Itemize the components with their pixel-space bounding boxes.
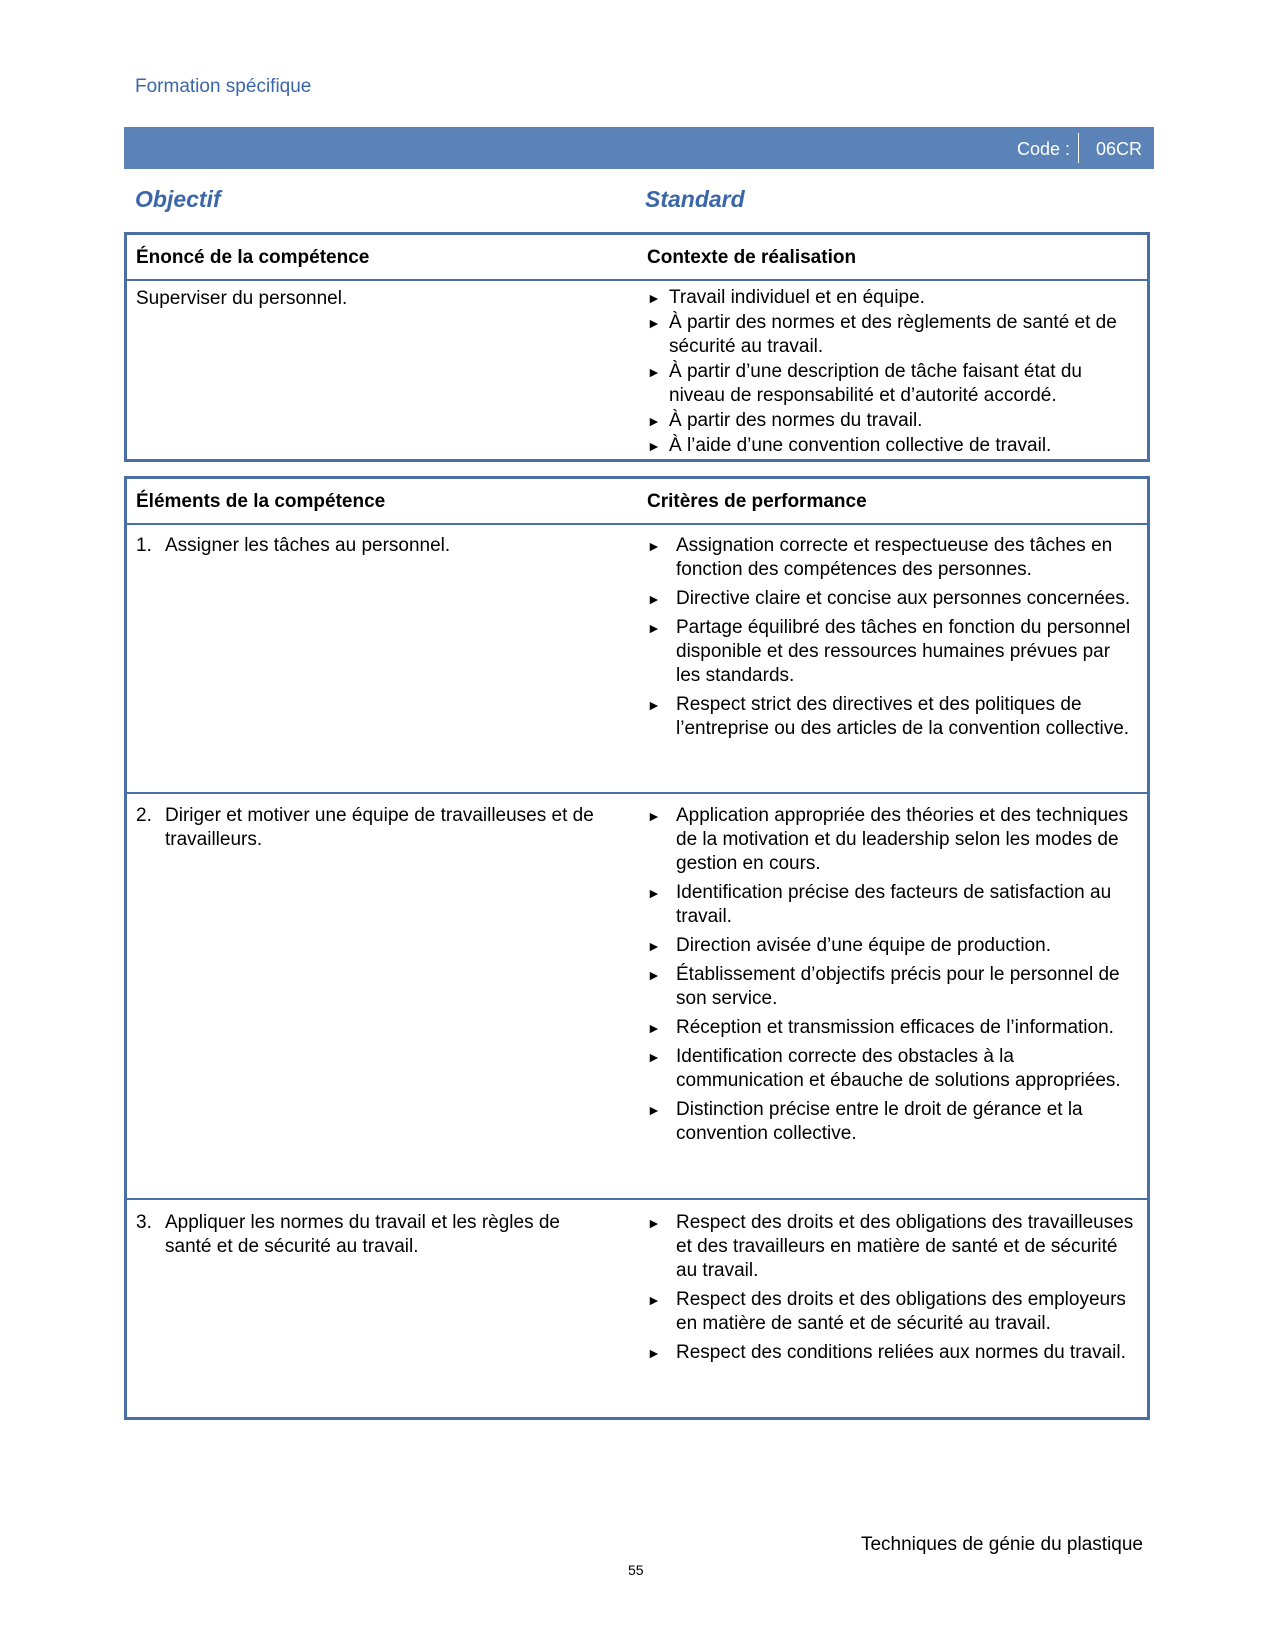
criteria-list-1	[647, 534, 1137, 746]
element-3	[136, 1211, 606, 1259]
criterion-item: ► Réception et transmission efficaces de l’information.	[647, 1017, 1114, 1038]
section-label: Formation spécifique	[135, 76, 312, 97]
standard-heading: Standard	[645, 186, 745, 212]
context-item: ► À partir des normes et des règlements de santé et de sécurité au travail.	[647, 312, 1117, 357]
element-text: Appliquer les normes du travail et les règles de santé et de sécurité au travail.	[165, 1212, 560, 1257]
element-1	[136, 534, 606, 558]
context-item: ► À partir des normes du travail.	[647, 410, 923, 431]
row-divider	[127, 1198, 1147, 1200]
criterion-item: ► Distinction précise entre le droit de gérance et la convention collective.	[647, 1099, 1083, 1144]
criteria-list-3	[647, 1211, 1137, 1370]
criteria-list-2	[647, 804, 1137, 1151]
context-list	[647, 286, 1137, 459]
criterion-item: ► Application appropriée des théories et des techniques de la motivation et du leadership selon les modes de gestion en cours.	[647, 805, 1129, 874]
statement-header-row	[127, 235, 1147, 281]
elements-header-row	[127, 479, 1147, 525]
element-text: Assigner les tâches au personnel.	[165, 535, 451, 556]
criterion-item: ► Identification correcte des obstacles à la communication et ébauche de solutions appropriées.	[647, 1046, 1121, 1091]
element-2	[136, 804, 606, 852]
criterion-item: ► Respect des droits et des obligations des travailleuses et des travailleurs en matière de santé et de sécurité au travail.	[647, 1212, 1134, 1281]
code-bar	[124, 127, 1154, 169]
context-item: ► À partir d’une description de tâche faisant état du niveau de responsabilité et d’autorité accordé.	[647, 361, 1082, 406]
criterion-item: ► Respect strict des directives et des politiques de l’entreprise ou des articles de la convention collective.	[647, 694, 1130, 739]
competency-statement: Superviser du personnel.	[136, 288, 348, 309]
page-number: 55	[628, 1562, 644, 1578]
competency-elements-box	[124, 476, 1150, 1420]
code-value: 06CR	[1095, 139, 1142, 159]
competency-statement-box	[124, 232, 1150, 462]
context-item: ► À l’aide d’une convention collective de travail.	[647, 435, 1052, 456]
element-text: Diriger et motiver une équipe de travailleuses et de travailleurs.	[165, 805, 594, 850]
code-separator	[1078, 133, 1079, 163]
element-number: 2.	[136, 805, 152, 826]
criteria-header: Critères de performance	[647, 491, 867, 512]
code-label: Code :	[1016, 139, 1070, 159]
criterion-item: ► Assignation correcte et respectueuse des tâches en fonction des compétences des personnes.	[647, 535, 1113, 580]
element-number: 3.	[136, 1212, 152, 1233]
criterion-item: ► Identification précise des facteurs de satisfaction au travail.	[647, 882, 1112, 927]
elements-header: Éléments de la compétence	[136, 491, 386, 512]
objective-heading: Objectif	[135, 186, 221, 212]
statement-header: Énoncé de la compétence	[136, 247, 370, 268]
program-footer: Techniques de génie du plastique	[860, 1534, 1143, 1555]
context-header: Contexte de réalisation	[647, 247, 857, 268]
row-divider	[127, 792, 1147, 794]
element-number: 1.	[136, 535, 152, 556]
criterion-item: ► Directive claire et concise aux personnes concernées.	[647, 588, 1131, 609]
criterion-item: ► Partage équilibré des tâches en fonction du personnel disponible et des ressources humaines prévues par les standards.	[647, 617, 1131, 686]
context-item: ► Travail individuel et en équipe.	[647, 287, 925, 308]
criterion-item: ► Direction avisée d’une équipe de production.	[647, 935, 1051, 956]
criterion-item: ► Respect des droits et des obligations des employeurs en matière de santé et de sécurité au travail.	[647, 1289, 1126, 1334]
criterion-item: ► Établissement d’objectifs précis pour le personnel de son service.	[647, 964, 1120, 1009]
criterion-item: ► Respect des conditions reliées aux normes du travail.	[647, 1342, 1126, 1363]
